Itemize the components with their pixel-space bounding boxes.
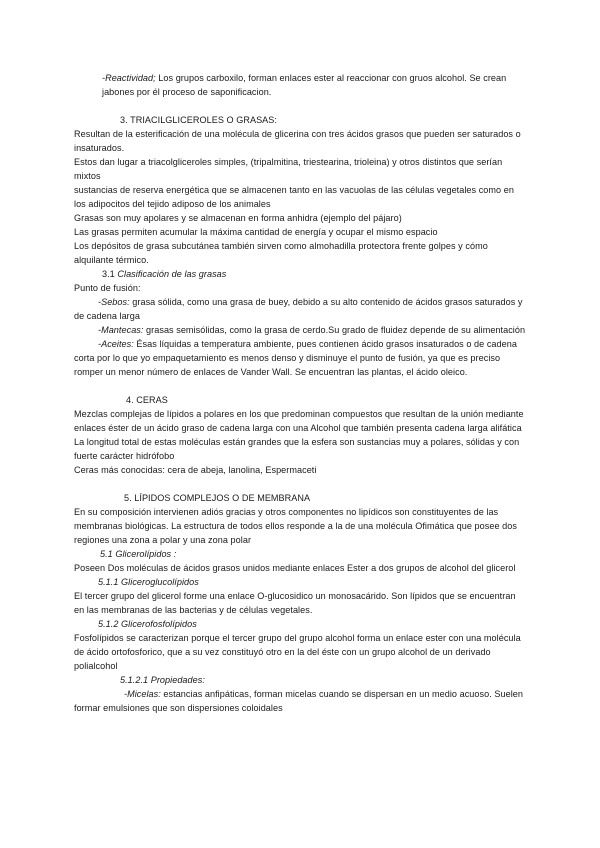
- heading-gliceroglucolipidos: 5.1.1 Gliceroglucolípidos: [98, 577, 199, 587]
- paragraph-depositos: Los depósitos de grasa subcutánea también sirven como almohadilla protectora frente golpes y cómo alquilante térmico.: [74, 241, 488, 265]
- heading-triacilgliceroles: 3. TRIACILGLICEROLES O GRASAS:: [120, 115, 277, 125]
- micelas-text: estancias anfipáticas, forman micelas cuando se dispersan en un medio acuoso. Suelen formar emulsiones que son dispersiones coloidales: [74, 689, 523, 713]
- spacer: [74, 379, 526, 393]
- reactividad-term: -Reactividad;: [102, 73, 156, 83]
- aceites-paragraph: [74, 337, 526, 379]
- sebos-text: grasa sólida, como una grasa de buey, debido a su alto contenido de ácidos grasos saturados y de cadena larga: [74, 297, 523, 321]
- heading-glicerolipidos: 5.1 Glicerolípidos :: [100, 549, 177, 559]
- spacer: [74, 477, 526, 491]
- paragraph-mezclas: Mezclas complejas de lípidos a polares en los que predominan compuestos que resultan de la unión mediante enlaces éster de un ácido graso de cadena larga con una Alcohol que también presenta cadena larga alifática: [74, 409, 524, 433]
- heading-propiedades: 5.1.2.1 Propiedades:: [120, 675, 205, 685]
- paragraph-glicerofosfolipidos: Fosfolípidos se caracterizan porque el tercer grupo del grupo alcohol forma un enlace ester con una molécula de ácido ortofosforico, que a su vez constituyó otro en la del éste con un grupo alcohol de un derivado polialcohol: [74, 633, 521, 671]
- heading-lipidos-complejos: 5. LÍPIDOS COMPLEJOS O DE MEMBRANA: [124, 493, 311, 503]
- aceites-text: Ésas líquidas a temperatura ambiente, pues contienen ácido grasos insaturados o de cadena corta por lo que yo empaquetamiento es menos denso y disminuye el punto de fusión, ya que es preciso romper un menor número de enlaces de Vander Wall. Se encuentran las plantas, el ácido oleico.: [74, 339, 517, 377]
- heading-clasificacion: [74, 267, 526, 281]
- heading-clasificacion-number: 3.1: [102, 269, 118, 279]
- sebos-term: -Sebos:: [98, 297, 130, 307]
- paragraph-ceras-conocidas: Ceras más conocidas: cera de abeja, lanolina, Espermaceti: [74, 465, 317, 475]
- paragraph-triacolgliceroles: Estos dan lugar a triacolgliceroles simples, (tripalmitina, triestearina, trioleina) y otros distintos que serían mixtos: [74, 157, 503, 181]
- mantecas-term: -Mantecas:: [98, 325, 144, 335]
- paragraph-glicerolipidos: Poseen Dos moléculas de ácidos grasos unidos mediante enlaces Ester a dos grupos de alcohol del glicerol: [74, 563, 516, 573]
- aceites-term: -Aceites:: [98, 339, 134, 349]
- paragraph-punto-fusion: Punto de fusión:: [74, 283, 141, 293]
- reactividad-text: Los grupos carboxilo, forman enlaces ester al reaccionar con gruos alcohol. Se crean jabones por él proceso de saponificacion.: [102, 73, 507, 97]
- heading-clasificacion-text: Clasificación de las grasas: [117, 269, 227, 279]
- mantecas-paragraph: [74, 323, 526, 337]
- mantecas-text: grasas semisólidas, como la grasa de cerdo.Su grado de fluidez depende de su alimentación: [143, 325, 526, 335]
- sebos-paragraph: [74, 295, 526, 323]
- paragraph-gliceroglucolipidos: El tercer grupo del glicerol forme una enlace O-glucosidico un monosacárido. Son lípidos que se encuentran en las membranas de las bacterias y de células vegetales.: [74, 591, 516, 615]
- micelas-term: -Micelas:: [124, 689, 161, 699]
- paragraph-esterificacion: Resultan de la esterificación de una molécula de glicerina con tres ácidos grasos que pueden ser saturados o insaturados.: [74, 129, 521, 153]
- reactividad-paragraph: [74, 71, 526, 99]
- paragraph-longitud: La longitud total de estas moléculas están grandes que la esfera son sustancias muy a polares, sólidas y con fuerte carácter hidrófobo: [74, 437, 520, 461]
- paragraph-composicion: En su composición intervienen adiós gracias y otros componentes no lipídicos son constituyentes de las membranas biológicas. La estructura de todos ellos responde a la de una molécula Ofimática que posee dos regiones una zona a polar y una zona polar: [74, 507, 517, 545]
- heading-glicerofosfolipidos: 5.1.2 Glicerofosfolípidos: [98, 619, 197, 629]
- document-body: [74, 71, 526, 715]
- spacer: [74, 99, 526, 113]
- micelas-paragraph: [74, 687, 526, 715]
- paragraph-apolares: Grasas son muy apolares y se almacenan en forma anhidra (ejemplo del pájaro): [74, 213, 402, 223]
- paragraph-reserva: sustancias de reserva energética que se almacenen tanto en las vacuolas de las células vegetales como en los adipocitos del tejido adiposo de los animales: [74, 185, 514, 209]
- paragraph-energia: Las grasas permiten acumular la máxima cantidad de energía y ocupar el mismo espacio: [74, 227, 438, 237]
- heading-ceras: 4. CERAS: [126, 395, 168, 405]
